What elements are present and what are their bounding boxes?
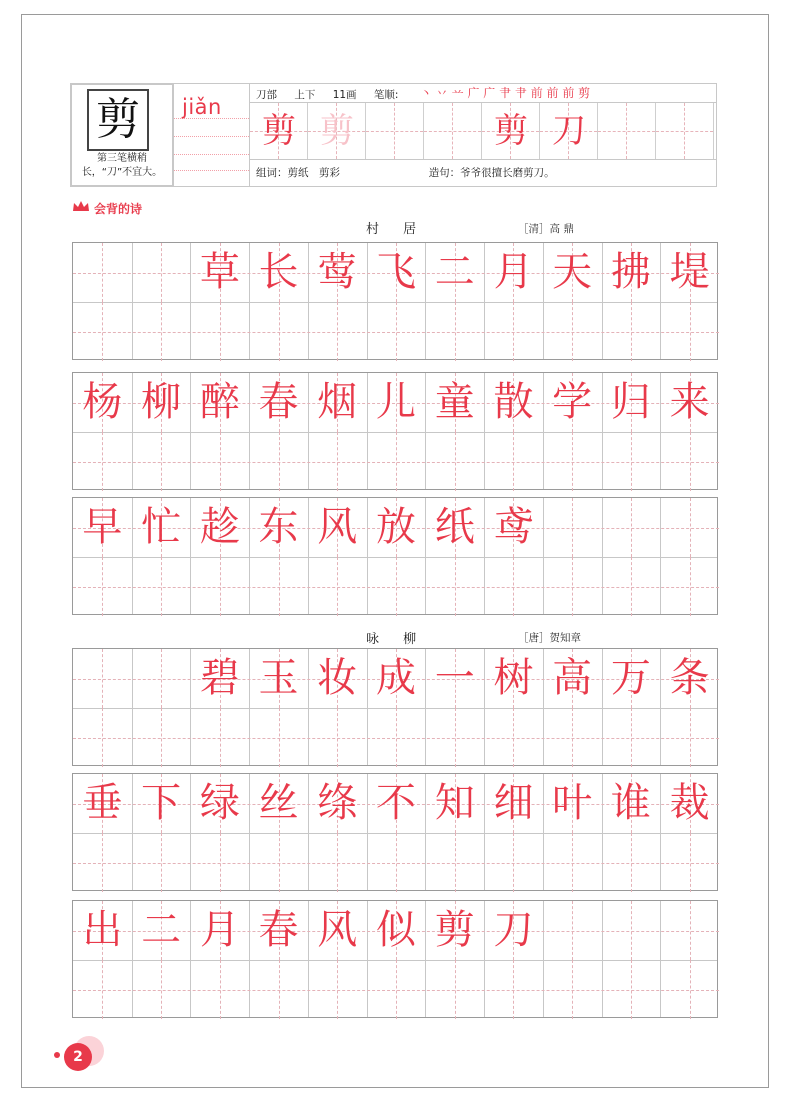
poem-character: 趁 bbox=[199, 504, 240, 550]
poem-character: 东 bbox=[258, 504, 299, 550]
practice-char: 剪 bbox=[262, 111, 296, 151]
main-character: 剪 bbox=[87, 89, 149, 151]
poem-character: 条 bbox=[669, 655, 710, 701]
writing-grid bbox=[72, 773, 718, 891]
character-info bbox=[256, 87, 412, 102]
poem-character: 童 bbox=[434, 379, 475, 425]
stroke-count: 11画 bbox=[332, 89, 357, 101]
poem-character: 风 bbox=[317, 504, 358, 550]
practice-cell bbox=[598, 103, 656, 159]
poem-character: 醉 bbox=[199, 379, 240, 425]
words: 组词：剪纸 剪彩 bbox=[256, 167, 340, 179]
poem-character: 长 bbox=[258, 249, 299, 295]
poem-character: 似 bbox=[375, 907, 416, 953]
pinyin: jiǎn bbox=[182, 95, 222, 119]
writing-grid bbox=[72, 497, 718, 615]
poem-character: 万 bbox=[610, 655, 651, 701]
poem-character: 树 bbox=[493, 655, 534, 701]
poem-character: 放 bbox=[375, 504, 416, 550]
practice-cell bbox=[656, 103, 714, 159]
practice-char: 剪 bbox=[320, 111, 354, 151]
poem-character: 下 bbox=[141, 780, 182, 826]
practice-cell bbox=[308, 103, 366, 159]
poem-character: 早 bbox=[82, 504, 123, 550]
poem-title: 咏 柳 bbox=[366, 632, 427, 647]
practice-char: 刀 bbox=[552, 111, 586, 151]
poem-character: 学 bbox=[552, 379, 593, 425]
poem-character: 飞 bbox=[375, 249, 416, 295]
poem-character: 杨 bbox=[82, 379, 123, 425]
poem-character: 谁 bbox=[610, 780, 651, 826]
poem-character: 成 bbox=[375, 655, 416, 701]
poem-character: 草 bbox=[199, 249, 240, 295]
crown-icon bbox=[72, 200, 90, 212]
poem-character: 细 bbox=[493, 780, 534, 826]
practice-cell bbox=[482, 103, 540, 159]
practice-cell bbox=[366, 103, 424, 159]
usage-info bbox=[256, 165, 555, 180]
practice-row bbox=[250, 102, 717, 160]
poem-character: 绿 bbox=[199, 780, 240, 826]
poem-character: 剪 bbox=[434, 907, 475, 953]
page-number-dot bbox=[54, 1052, 60, 1058]
poem-character: 春 bbox=[258, 907, 299, 953]
writing-tip: 第三笔横稍长，“刀”不宜大。 bbox=[81, 153, 163, 178]
strokes-label: 笔顺: bbox=[373, 89, 399, 101]
poem-character: 春 bbox=[258, 379, 299, 425]
writing-grid bbox=[72, 648, 718, 766]
poem-character: 二 bbox=[434, 249, 475, 295]
poem-character: 高 bbox=[552, 655, 593, 701]
poem-author: ［清］高 鼎 bbox=[518, 223, 574, 235]
sentence: 造句：爷爷很擅长磨剪刀。 bbox=[428, 167, 555, 179]
poem-character: 二 bbox=[141, 907, 182, 953]
poem-character: 月 bbox=[493, 249, 534, 295]
poem-character: 叶 bbox=[552, 780, 593, 826]
poem-character: 不 bbox=[375, 780, 416, 826]
poem-character: 莺 bbox=[317, 249, 358, 295]
poem-character: 知 bbox=[434, 780, 475, 826]
poem-character: 妆 bbox=[317, 655, 358, 701]
poem-character: 碧 bbox=[199, 655, 240, 701]
stroke-sequence bbox=[420, 84, 590, 101]
practice-cell bbox=[250, 103, 308, 159]
poem-character: 纸 bbox=[434, 504, 475, 550]
poem-character: 风 bbox=[317, 907, 358, 953]
poem-character: 绦 bbox=[317, 780, 358, 826]
poem-character: 天 bbox=[552, 249, 593, 295]
poem-character: 柳 bbox=[141, 379, 182, 425]
poem-character: 儿 bbox=[375, 379, 416, 425]
section-label: 会背的诗 bbox=[94, 202, 143, 216]
page-number: 2 bbox=[64, 1043, 92, 1071]
poem-author: ［唐］贺知章 bbox=[518, 632, 581, 644]
practice-cell bbox=[540, 103, 598, 159]
poem-character: 鸢 bbox=[493, 504, 534, 550]
poem-title: 村 居 bbox=[366, 222, 427, 237]
poem-character: 丝 bbox=[258, 780, 299, 826]
writing-grid bbox=[72, 242, 718, 360]
poem-character: 来 bbox=[669, 379, 710, 425]
practice-cell bbox=[424, 103, 482, 159]
poem-character: 出 bbox=[82, 907, 123, 953]
writing-grid bbox=[72, 900, 718, 1018]
stroke-sequence-text: 丶 丷 䒑 广 广 肀 肀 前 前 前 剪 bbox=[420, 86, 591, 100]
poem-character: 归 bbox=[610, 379, 651, 425]
poem-character: 堤 bbox=[669, 249, 710, 295]
structure: 上下 bbox=[294, 89, 316, 101]
poem-character: 玉 bbox=[258, 655, 299, 701]
poem-character: 裁 bbox=[669, 780, 710, 826]
poem-character: 拂 bbox=[610, 249, 651, 295]
poem-character: 忙 bbox=[141, 504, 182, 550]
radical: 刀部 bbox=[256, 89, 277, 101]
poem-character: 散 bbox=[493, 379, 534, 425]
poem-character: 垂 bbox=[82, 780, 123, 826]
poem-character: 一 bbox=[434, 655, 475, 701]
poem-character: 月 bbox=[199, 907, 240, 953]
practice-char: 剪 bbox=[494, 111, 528, 151]
poem-character: 刀 bbox=[493, 907, 534, 953]
poem-character: 烟 bbox=[317, 379, 358, 425]
writing-grid bbox=[72, 372, 718, 490]
